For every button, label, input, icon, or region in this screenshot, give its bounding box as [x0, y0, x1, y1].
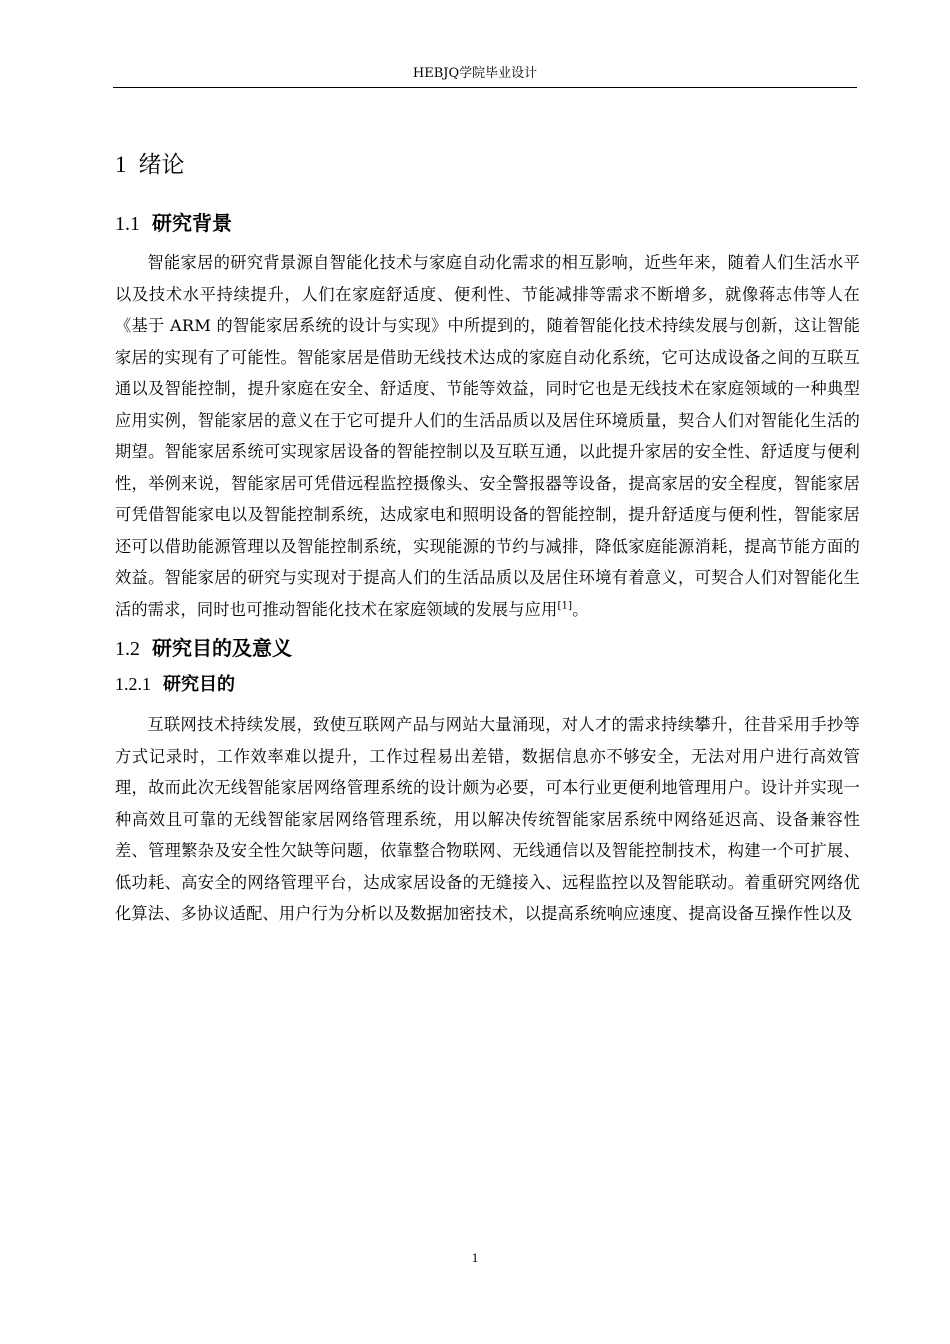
section-heading-1-1 — [115, 210, 860, 237]
section-heading-1-2 — [115, 635, 860, 662]
paragraph-research-purpose — [115, 709, 860, 930]
page-header: HEBJQ学院毕业设计 — [412, 66, 538, 81]
paragraph-text: 智能家居的研究背景源自智能化技术与家庭自动化需求的相互影响，近些年来，随着人们生活水平以及技术水平持续提升，人们在家庭舒适度、便利性、节能减排等需求不断增多，就像蒋志伟等人在《基于 ARM 的智能家居系统的设计与实现》中所提到的，随着智能化技术持续发展与创新，这让智能家居的实现有了可能性。智能家居是借助无线技术达成的家庭自动化系统，它可达成设备之间的互联互通以及智能控制，提升家庭在安全、舒适度、节能等效益，同时它也是无线技术在家庭领域的一种典型应用实例，智能家居的意义在于它可提升人们的生活品质以及居住环境质量，契合人们对智能化生活的期望。智能家居系统可实现家居设备的智能控制以及互联互通，以此提升家居的安全性、舒适度与便利性，举例来说，智能家居可凭借远程监控摄像头、安全警报器等设备，提高家居的安全程度，智能家居可凭借智能家电以及智能控制系统，达成家电和照明设备的智能控制，提升舒适度与便利性，智能家居还可以借助能源管理以及智能控制系统，实现能源的节约与减排，降低家庭能源消耗，提高节能方面的效益。智能家居的研究与实现对于提高人们的生活品质以及居住环境有着意义，可契合人们对智能化生活的需求，同时也可推动智能化技术在家庭领域的发展与应用 — [115, 253, 861, 619]
paragraph-end: 。 — [572, 599, 589, 619]
header-rule — [113, 87, 857, 88]
section-title: 研究目的及意义 — [152, 636, 292, 660]
section-title: 研究背景 — [152, 211, 232, 235]
subsection-title: 研究目的 — [163, 674, 235, 695]
chapter-number: 1 — [115, 152, 127, 177]
citation-marker: [1] — [557, 600, 573, 612]
subsection-number: 1.2.1 — [115, 674, 151, 694]
subsection-heading-1-2-1 — [115, 672, 860, 697]
section-number: 1.2 — [115, 638, 140, 660]
page-number: 1 — [471, 1250, 479, 1265]
chapter-heading — [115, 150, 860, 180]
section-number: 1.1 — [115, 213, 140, 235]
paragraph-research-background — [115, 247, 860, 625]
page-content — [115, 140, 860, 940]
paragraph-text: 互联网技术持续发展，致使互联网产品与网站大量涌现，对人才的需求持续攀升，往昔采用手抄等方式记录时，工作效率难以提升，工作过程易出差错，数据信息亦不够安全，无法对用户进行高效管理，故而此次无线智能家居网络管理系统的设计颇为必要，可本行业更便利地管理用户。设计并实现一种高效且可靠的无线智能家居网络管理系统，用以解决传统智能家居系统中网络延迟高、设备兼容性差、管理繁杂及安全性欠缺等问题，依靠整合物联网、无线通信以及智能控制技术，构建一个可扩展、低功耗、高安全的网络管理平台，达成家居设备的无缝接入、远程监控以及智能联动。着重研究网络优化算法、多协议适配、用户行为分析以及数据加密技术，以提高系统响应速度、提高设备互操作性以及 — [115, 715, 860, 923]
chapter-title: 绪论 — [138, 152, 185, 178]
